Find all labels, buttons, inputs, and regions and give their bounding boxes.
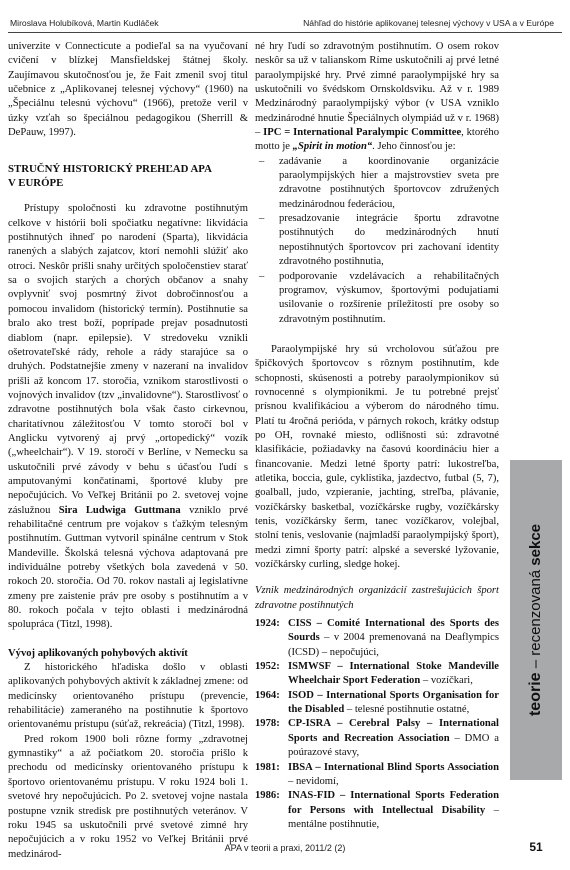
section-heading-line1: STRUČNÝ HISTORICKÝ PREHĽAD APA [8, 163, 212, 176]
paragraph-history-end: vzniklo prvé rehabilitačné centrum pre vojakov s ťažkým telesným postihnutím. Guttman vytvoril spinálne centrum v Stok Mandeville. Školská telesná výchova adaptovaná pre individuálne potreby všetkých bola zavedená v 50. rokoch 20. storočia. Od 70. rokov nastali aj legislatívne zmeny pre zaistenie práv pre osoby s postihnutím a v 80. rokoch počala v tejto oblasti i medzinárodná spolupráca (Titzl, 1998). [8, 504, 248, 631]
organization-name: INAS-FID – International Sports Federation for Persons with Intellectual Disability [288, 790, 499, 816]
timeline-caption: Vznik medzinárodných organizácií zastrešujúcich šport zdravotne postihnutých [255, 585, 499, 611]
paragraph-development: Z historického hľadiska došlo v oblasti aplikovaných pohybových aktivít k základnej zmene: od medicínsky orientovaného prístupu (prevencie, rehabilitácie) zameraného na postihnutie k športovo orientovanému prístupu (súťaž, rekreácia) (Titzl, 1998). [8, 662, 248, 731]
timeline-entry [255, 660, 499, 689]
timeline-text [288, 761, 499, 790]
organization-description: – DMO a poúrazové stavy, [288, 732, 499, 759]
organization-description: – vozíčkari, [420, 675, 473, 687]
timeline-text [288, 717, 499, 760]
paragraph-paralympics-start: né hry ľudí so zdravotným postihnutím. O osem rokov neskôr sa už v talianskom Ríme uskutočnili aj prvé letné paraolympijské hry. Prvé zimné paraolympijské hry sa uskutočnili vo švédskom Ornskoldsviku. Až v r. 1989 Medzinárodný paraolympijský výbor (v USA vzniklo medzinárodné hnutie Špeciálnych olympiád už v r. 1968) – [255, 41, 499, 139]
organization-description: – v 2004 premenovaná na Deaflympics (ICSD) – nepočujúci, [288, 632, 499, 658]
paragraph-paralympic-games: Paraolympijské hry sú vrcholovou súťažou pre špičkových športovcov s rôznym postihnutím, kde schopnosti, skúsenosti a potreby paraolympionikov sú rovnocenné s olympionikmi. Je tu potrebné prejsť prísnou kvalifikáciou a výberom do národného tímu. Platí tu 4ročná perióda, v párnych rokoch, krátky odstup po OH, rovnaké miesto, odlišnosti sú: zdravotné klasifikácie, požiadavky na časovú koordináciu hier a financovanie. Medzi letné športy patrí: lukostreľba, atletika, boccia, gule, cyklistika, jazdectvo, futbal (5, 7), goalball, judo, vzpieranie, jachting, streľba, plávanie, vozíčkársky basketbal, vozíčkárske rugby, vozíčkársky tenis, vozíčkársky šerm, tanec vozíčkarov, volejbal, stolní tenis, veslovanie (najmladší paraolympijský šport), medzi zimní športy patrí: alpské a severské lyžovanie, vozíčkársky curling, sledge hokej. [255, 343, 499, 571]
organization-description: – nevidomí, [288, 775, 339, 787]
timeline-entry [255, 689, 499, 718]
section-tab-word-recenzovana: recenzovaná [527, 569, 544, 656]
paragraph-history [8, 202, 248, 632]
running-header-title: Náhľad do histórie aplikovanej telesnej výchovy v USA a v Európe [303, 18, 554, 28]
running-header-authors: Miroslava Holubíková, Martin Kudláček [10, 18, 159, 28]
organization-name: IBSA – International Blind Sports Association [288, 761, 499, 773]
organization-name: ISOD – International Sports Organisation for the Disabled [288, 689, 499, 716]
guttmann-name: Sira Ludwiga Guttmana [58, 504, 181, 516]
subsection-heading: Vývoj aplikovaných pohybových aktivít [8, 647, 188, 659]
paragraph-paralympics-end: . Jeho činnosťou je: [372, 141, 456, 153]
timeline-year: 1981: [255, 761, 280, 773]
page-number: 51 [529, 840, 543, 854]
paragraph-paralympics [255, 40, 499, 155]
section-tab-word-teorie: teorie [527, 672, 544, 717]
ipc-motto: „Spirit in motion“ [292, 141, 373, 153]
footer-journal: APA v teorii a praxi, 2011/2 (2) [224, 843, 346, 853]
timeline-year: 1924: [255, 618, 280, 630]
timeline-entry [255, 761, 499, 790]
section-tab-word-sekce: sekce [527, 523, 544, 566]
timeline-year: 1952: [255, 661, 280, 673]
ipc-task-item: – zadávanie a koordinovanie organizácie paraolympijských hier a majstrovstiev sveta pre zdravotne postihnutých športovcov združených medzinárodnou federáciou, [255, 155, 499, 212]
timeline-year: 1986: [255, 790, 280, 802]
header-rule [8, 32, 562, 33]
section-tab-dash: – [527, 659, 544, 669]
timeline-text [288, 617, 499, 660]
organization-name: ISMWSF – International Stoke Mandeville Wheelchair Sport Federation [288, 661, 499, 687]
paragraph-before-1900: Pred rokom 1900 boli rôzne formy „zdravotnej gymnastiky“ a až počiatkom 20. storočia prišlo k prechodu od medicínsky orientovaného prístupu k športovo orientovanému prístupu. V roku 1924 boli 1. svetové hry nepočujúcich. Po 2. svetovej vojne nastala postupne vznik stredisk pre postihnutých veteránov. V roku 1945 sa uskutočnili prvé svetové zimné hry nepočujúcich a v roku 1952 vo Veľkej Británii prvé medzinárod- [8, 733, 248, 860]
organization-name: CISS – Comité International des Sports des Sourds [288, 618, 499, 644]
timeline-year: 1964: [255, 689, 280, 701]
section-heading [8, 162, 248, 190]
timeline-text [288, 660, 499, 689]
organization-timeline [255, 617, 499, 832]
paragraph-intro: univerzite v Connecticute a podieľal sa na vyučovaní cvičení v blízkej Mansfieldskej štátnej školy. Zaujímavou skutočnosťou je, že Fait zmenil svoj titul učebnice z „Aplikovanej telesnej výchovy“ (1960) na „Špeciálnu telesnú výchovu“ (1966), pretože veril v úzky vzťah so špeciálnou pedagogikou (Sherrill & DePauw, 1997). [8, 41, 248, 139]
right-column [255, 40, 499, 832]
paragraph-paralympics-mid: , ktorého motto je [255, 127, 499, 153]
timeline-entry [255, 717, 499, 760]
ipc-name: IPC = International Paralympic Committee [263, 127, 462, 139]
paragraph-history-start: Prístupy spoločnosti ku zdravotne postihnutým celkove v histórii boli spočiatku negatívne: likvidácia postihnutých ihneď po narodení (Sparta), likvidácia ranených a slabých zajatcov, ktorí nemohli slúžiť ako otroci. Neskôr prišli snahy určitých spoločenstiev starať sa o svojich starých a chorých občanov a snahy ovplyvniť svoj posmrtný život dobročinnosťou a pomocou invalidom (historický termín). Postihnutie sa bralo ako trest boží, poprípade prejav posadnutosti diablom (napr. epilepsie). V stredoveku vznikli ošetrovateľské rády, rehole a rády starajúce sa o druhých. Podstatnejšie zmeny v nazeraní na invalidov prišli až koncom 17. storočia, vznikom starostlivosti o vojnových invalidov (tzv „invalidovne“). Starostlivosť o zdravotne postihnutých bola však často cirkevnou, charitatívnou záležitosťou V tomto storočí bol v Anglicku vytvorený aj prvý „ortopedický“ vozík („wheelchair“). V 19. storočí v Berlíne, v Nemecku sa uskutočnili prvé závody v behu s účasťou ľudí s amputovanými končatinami, športové kluby pre nepočujúcich. Vo Veľkej Británii po 2. svetovej vojne záslužnou [8, 203, 248, 516]
organization-description: – telesné postihnutie ostatné, [344, 704, 470, 716]
timeline-text [288, 789, 499, 832]
section-heading-line2: V EURÓPE [8, 177, 64, 190]
timeline-entry [255, 789, 499, 832]
paragraph-gap [255, 327, 499, 343]
organization-name: CP-ISRA – Cerebral Palsy – International Sports and Recreation Association [288, 718, 499, 744]
section-tab-label [510, 460, 562, 780]
timeline-year: 1978: [255, 718, 280, 730]
timeline-entry [255, 617, 499, 660]
timeline-text [288, 689, 499, 718]
ipc-task-item: – podporovanie vzdelávacích a rehabilitačných programov, výskumov, športovými podujatiami usilovanie o rozšírenie príležitostí pre osoby so zdravotným postihnutím. [255, 270, 499, 327]
ipc-task-item: – presadzovanie integrácie športu zdravotne postihnutých do medzinárodných hnutí nepostihnutých športovcov pri zachovaní identity zdravotného postihnutia, [255, 212, 499, 269]
organization-description: – mentálne postihnutie, [288, 804, 499, 830]
ipc-task-list [255, 155, 499, 327]
left-column [8, 40, 248, 862]
